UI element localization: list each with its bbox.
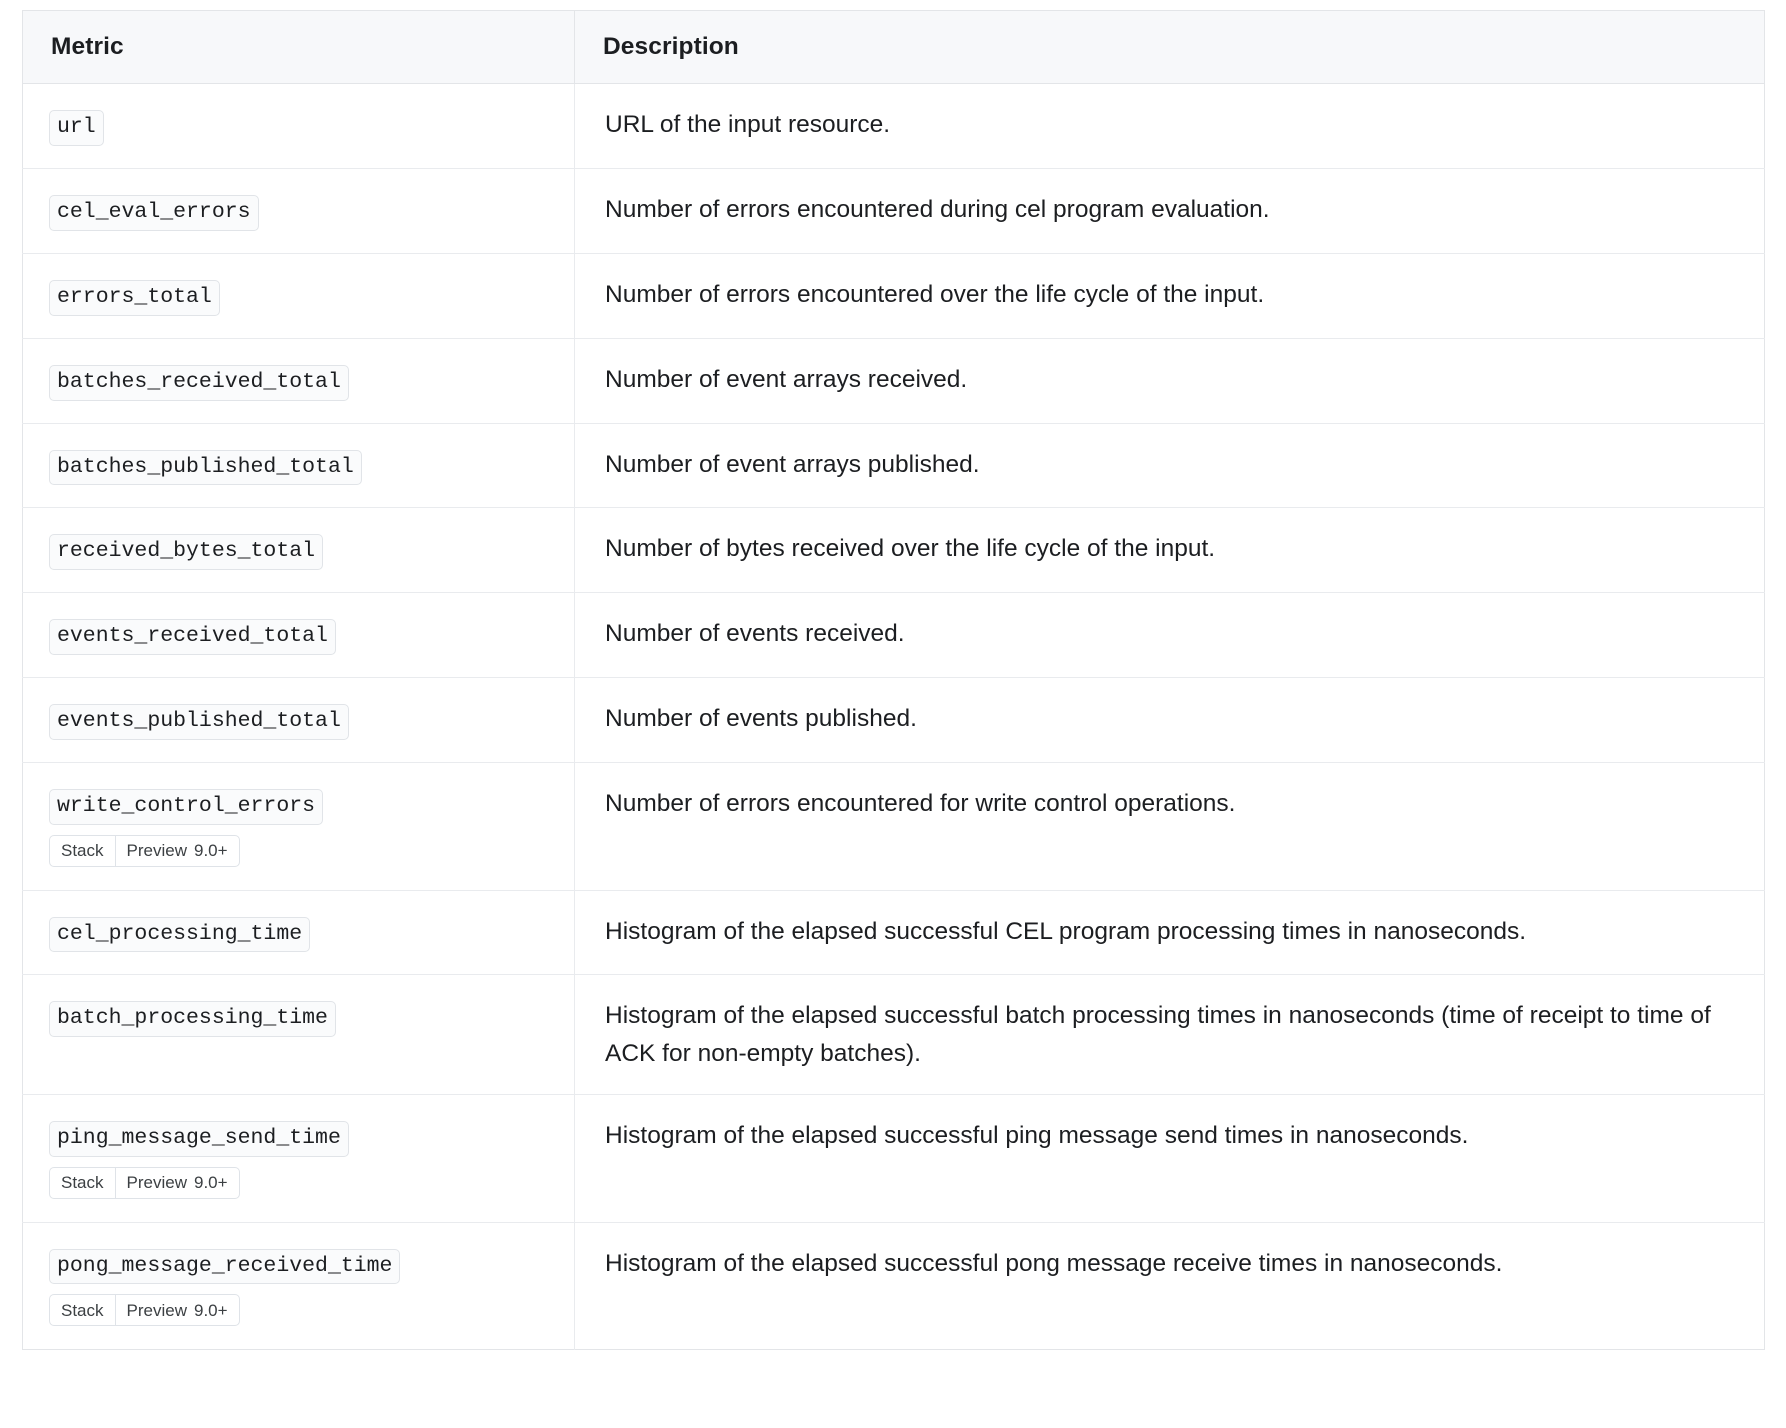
table-header-row (23, 11, 1765, 84)
description-cell (575, 763, 1765, 891)
badge-version: 9.0+ (194, 841, 228, 861)
metric-name: events_received_total (49, 619, 336, 655)
metric-name: errors_total (49, 280, 220, 316)
metric-cell (23, 84, 575, 169)
metric-name: cel_processing_time (49, 917, 310, 953)
badge-label: Preview (126, 841, 187, 861)
description-cell (575, 1094, 1765, 1222)
metric-cell (23, 508, 575, 593)
availability-badge-group (49, 835, 240, 867)
badge-version: 9.0+ (194, 1173, 228, 1193)
badge-stack (50, 1168, 115, 1198)
badge-label: Preview (126, 1300, 187, 1320)
badge-preview (115, 836, 239, 866)
description-cell (575, 593, 1765, 678)
description-cell (575, 423, 1765, 508)
description-text: Histogram of the elapsed successful batch processing times in nanoseconds (time of receipt to time of ACK for non-empty batches). (605, 1002, 1711, 1067)
description-cell (575, 338, 1765, 423)
badge-stack (50, 1295, 115, 1325)
metric-name: ping_message_send_time (49, 1121, 349, 1157)
description-text: Number of bytes received over the life cycle of the input. (605, 535, 1216, 563)
metric-cell (23, 168, 575, 253)
badge-preview (115, 1295, 239, 1325)
description-text: Number of errors encountered over the life cycle of the input. (605, 280, 1265, 308)
table-row (23, 593, 1765, 678)
availability-badge-group (49, 1294, 240, 1326)
description-cell (575, 508, 1765, 593)
metric-cell (23, 423, 575, 508)
description-text: Histogram of the elapsed successful ping message send times in nanoseconds. (605, 1121, 1469, 1149)
metric-cell (23, 678, 575, 763)
description-cell (575, 84, 1765, 169)
metric-cell (23, 253, 575, 338)
metric-name: batches_published_total (49, 450, 362, 486)
description-text: Number of errors encountered for write control operations. (605, 790, 1236, 817)
description-text: Number of events published. (605, 705, 917, 733)
description-cell (575, 678, 1765, 763)
column-header-description: Description (575, 11, 1765, 84)
description-text: Histogram of the elapsed successful pong message receive times in nanoseconds. (605, 1249, 1503, 1277)
table-row (23, 763, 1765, 891)
badge-label: Stack (61, 841, 104, 861)
metric-name: write_control_errors (49, 789, 323, 825)
description-text: URL of the input resource. (605, 111, 891, 138)
metrics-table (22, 10, 1765, 1350)
metric-cell (23, 890, 575, 975)
description-cell (575, 253, 1765, 338)
metric-name: url (49, 110, 104, 146)
metric-name: events_published_total (49, 704, 349, 740)
table-row (23, 253, 1765, 338)
description-text: Number of event arrays received. (605, 365, 968, 393)
badge-version: 9.0+ (194, 1300, 228, 1320)
badge-label: Stack (61, 1300, 104, 1320)
table-row (23, 890, 1765, 975)
table-row (23, 338, 1765, 423)
metric-name: cel_eval_errors (49, 195, 259, 231)
metric-cell (23, 1222, 575, 1350)
availability-badge-group (49, 1167, 240, 1199)
description-text: Number of errors encountered during cel program evaluation. (605, 195, 1270, 223)
metric-cell (23, 338, 575, 423)
metric-cell (23, 763, 575, 891)
metric-name: batches_received_total (49, 365, 349, 401)
description-cell (575, 1222, 1765, 1350)
metric-cell (23, 975, 575, 1094)
table-row (23, 678, 1765, 763)
table-row (23, 84, 1765, 169)
badge-label: Stack (61, 1173, 104, 1193)
description-text: Number of events received. (605, 620, 905, 648)
description-text: Histogram of the elapsed successful CEL program processing times in nanoseconds. (605, 917, 1527, 945)
table-row (23, 1222, 1765, 1350)
table-header (23, 11, 1765, 84)
description-cell (575, 890, 1765, 975)
table-row (23, 508, 1765, 593)
metric-name: batch_processing_time (49, 1001, 336, 1037)
metric-name: received_bytes_total (49, 534, 323, 570)
table-body (23, 84, 1765, 1350)
metric-cell (23, 593, 575, 678)
description-text: Number of event arrays published. (605, 450, 980, 478)
table-row (23, 423, 1765, 508)
description-cell (575, 975, 1765, 1094)
table-row (23, 1094, 1765, 1222)
table-row (23, 975, 1765, 1094)
badge-preview (115, 1168, 239, 1198)
badge-label: Preview (126, 1173, 187, 1193)
description-cell (575, 168, 1765, 253)
metric-cell (23, 1094, 575, 1222)
badge-stack (50, 836, 115, 866)
table-row (23, 168, 1765, 253)
metric-name: pong_message_received_time (49, 1249, 400, 1285)
column-header-metric: Metric (23, 11, 575, 84)
